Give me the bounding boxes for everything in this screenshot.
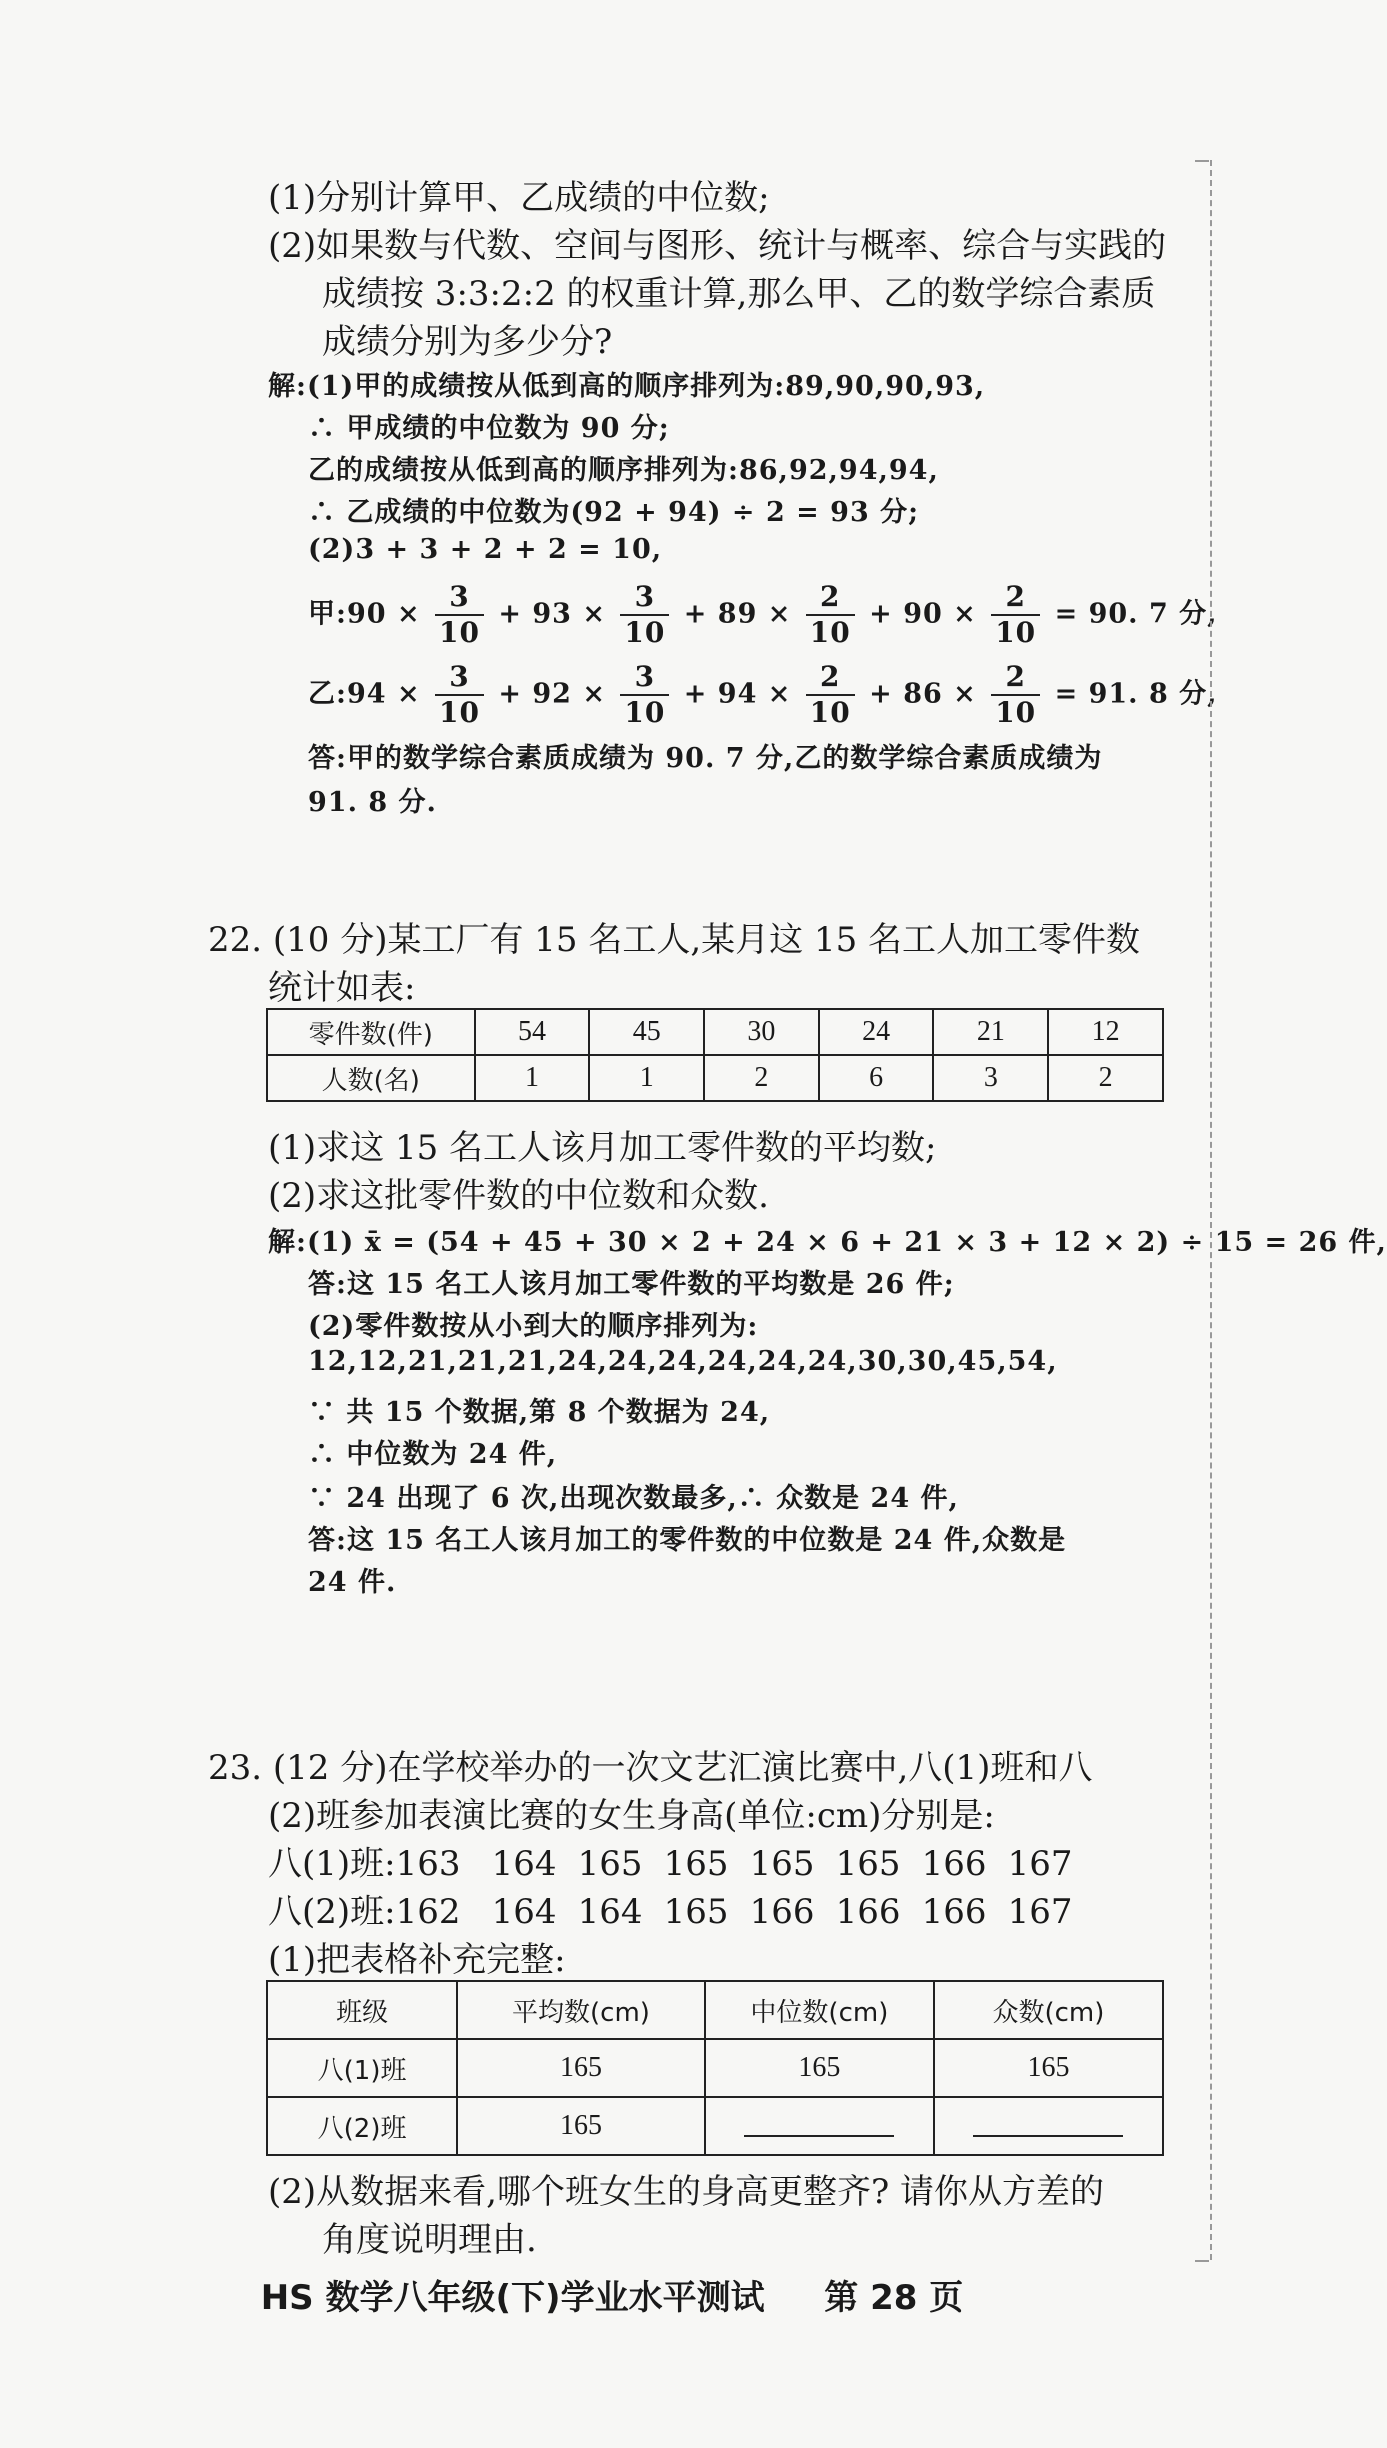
q21-solution-line2: ∴ 甲成绩的中位数为 90 分; [308,413,670,444]
fraction: $\frac{3}{10}$ [620,580,669,650]
q22-solution-line4: 12,12,21,21,21,24,24,24,24,24,24,30,30,45,54, [308,1346,1058,1377]
q23-class1-data: 八(1)班:163 164 165 165 165 165 166 167 [268,1844,1073,1884]
q21-yi-formula: 乙:94 × $\frac{3}{10}$ + 92 × $\frac{3}{10}$ + 94 × $\frac{2}{10}$ + 86 × $\frac{2}{10}$ = 91. 8 分, [308,660,1218,729]
q22-solution-line8: 答:这 15 名工人该月加工的零件数的中位数是 24 件,众数是 [308,1525,1067,1556]
table-cell: 1 [475,1055,590,1101]
table-cell: 21 [933,1009,1048,1055]
table-cell: 八(1)班 [267,2039,457,2097]
q21-part2-line1: (2)如果数与代数、空间与图形、统计与概率、综合与实践的 [268,226,1167,266]
fraction: $\frac{2}{10}$ [806,660,855,730]
q22-solution-line5: ∵ 共 15 个数据,第 8 个数据为 24, [308,1397,771,1428]
q21-part1: (1)分别计算甲、乙成绩的中位数; [268,178,770,218]
q22-table [266,1008,1164,1102]
q22-solution-line3: (2)零件数按从小到大的顺序排列为: [308,1311,759,1342]
table-cell: 54 [475,1009,590,1055]
q22-table-row1 [267,1009,1163,1055]
table-cell: 3 [933,1055,1048,1101]
median-answer-blank[interactable] [705,2097,934,2155]
q22-solution-line2: 答:这 15 名工人该月加工零件数的平均数是 26 件; [308,1269,955,1300]
q22-solution-line7: ∵ 24 出现了 6 次,出现次数最多,∴ 众数是 24 件, [308,1483,959,1514]
fraction: $\frac{3}{10}$ [620,660,669,730]
mode-answer-blank[interactable] [934,2097,1163,2155]
table-cell: 30 [704,1009,819,1055]
footer-title: HS 数学八年级(下)学业水平测试 [260,2278,765,2318]
table-cell: 45 [589,1009,704,1055]
class2-label: 八(2)班: [268,1892,396,1932]
q21-solution-line3: 乙的成绩按从低到高的顺序排列为:86,92,94,94, [308,455,939,486]
table-header: 中位数(cm) [705,1981,934,2039]
table-cell: 2 [704,1055,819,1101]
table-cell: 1 [589,1055,704,1101]
fraction: $\frac{2}{10}$ [991,580,1040,650]
page-number: 第 28 页 [824,2278,964,2318]
q21-answer-line2: 91. 8 分. [308,787,437,818]
table-cell: 6 [819,1055,934,1101]
q22-stem-line2: 统计如表: [268,968,416,1008]
q22-table-row2 [267,1055,1163,1101]
fraction: $\frac{3}{10}$ [435,660,484,730]
page-footer [0,2270,1224,2319]
q21-solution-line5: (2)3 + 3 + 2 + 2 = 10, [308,534,663,565]
q21-part2-line3: 成绩分别为多少分? [322,322,613,362]
table-cell: 12 [1048,1009,1163,1055]
q21-part2-line2: 成绩按 3:3:2:2 的权重计算,那么甲、乙的数学综合素质 [322,274,1156,314]
q23-table-header-row [267,1981,1163,2039]
table-header: 众数(cm) [934,1981,1163,2039]
q21-solution-line1: 解:(1)甲的成绩按从低到高的顺序排列为:89,90,90,93, [268,371,986,402]
q21-solution-line4: ∴ 乙成绩的中位数为(92 + 94) ÷ 2 = 93 分; [308,497,920,528]
q23-class2-data: 八(2)班:162 164 164 165 166 166 166 167 [268,1892,1073,1932]
table-cell: 165 [934,2039,1163,2097]
q22-solution-line1: 解:(1) x̄ = (54 + 45 + 30 × 2 + 24 × 6 + 21 × 3 + 12 × 2) ÷ 15 = 26 件, [268,1227,1387,1258]
q23-stem-line2: (2)班参加表演比赛的女生身高(单位:cm)分别是: [268,1796,995,1836]
table-header: 班级 [267,1981,457,2039]
q22-solution-line6: ∴ 中位数为 24 件, [308,1439,558,1470]
class1-label: 八(1)班: [268,1844,396,1884]
table-cell: 165 [457,2039,705,2097]
table-header: 平均数(cm) [457,1981,705,2039]
fraction: $\frac{2}{10}$ [991,660,1040,730]
table-cell: 24 [819,1009,934,1055]
table-cell: 2 [1048,1055,1163,1101]
q23-table-row2 [267,2097,1163,2155]
table-cell: 八(2)班 [267,2097,457,2155]
binding-tick [1195,160,1209,162]
fraction: $\frac{2}{10}$ [806,580,855,650]
q23-stem-line1: 23. (12 分)在学校举办的一次文艺汇演比赛中,八(1)班和八 [208,1748,1093,1788]
table-cell-header: 零件数(件) [267,1009,475,1055]
binding-edge-dashed-line [1210,160,1212,2260]
q21-jia-formula: 甲:90 × $\frac{3}{10}$ + 93 × $\frac{3}{10}$ + 89 × $\frac{2}{10}$ + 90 × $\frac{2}{10}$ = 90. 7 分, [308,580,1218,649]
binding-tick [1195,2260,1209,2262]
q22-solution-line9: 24 件. [308,1567,397,1598]
table-cell: 165 [457,2097,705,2155]
q22-part1: (1)求这 15 名工人该月加工零件数的平均数; [268,1128,937,1168]
q23-part2-line2: 角度说明理由. [322,2220,537,2260]
q23-part2-line1: (2)从数据来看,哪个班女生的身高更整齐? 请你从方差的 [268,2172,1105,2212]
q23-part1: (1)把表格补充完整: [268,1940,566,1980]
table-cell-header: 人数(名) [267,1055,475,1101]
q23-table-row1 [267,2039,1163,2097]
q21-answer-line1: 答:甲的数学综合素质成绩为 90. 7 分,乙的数学综合素质成绩为 [308,743,1103,774]
q22-part2: (2)求这批零件数的中位数和众数. [268,1176,769,1216]
fraction: $\frac{3}{10}$ [435,580,484,650]
q22-stem-line1: 22. (10 分)某工厂有 15 名工人,某月这 15 名工人加工零件数 [208,920,1141,960]
q23-table [266,1980,1164,2156]
table-cell: 165 [705,2039,934,2097]
